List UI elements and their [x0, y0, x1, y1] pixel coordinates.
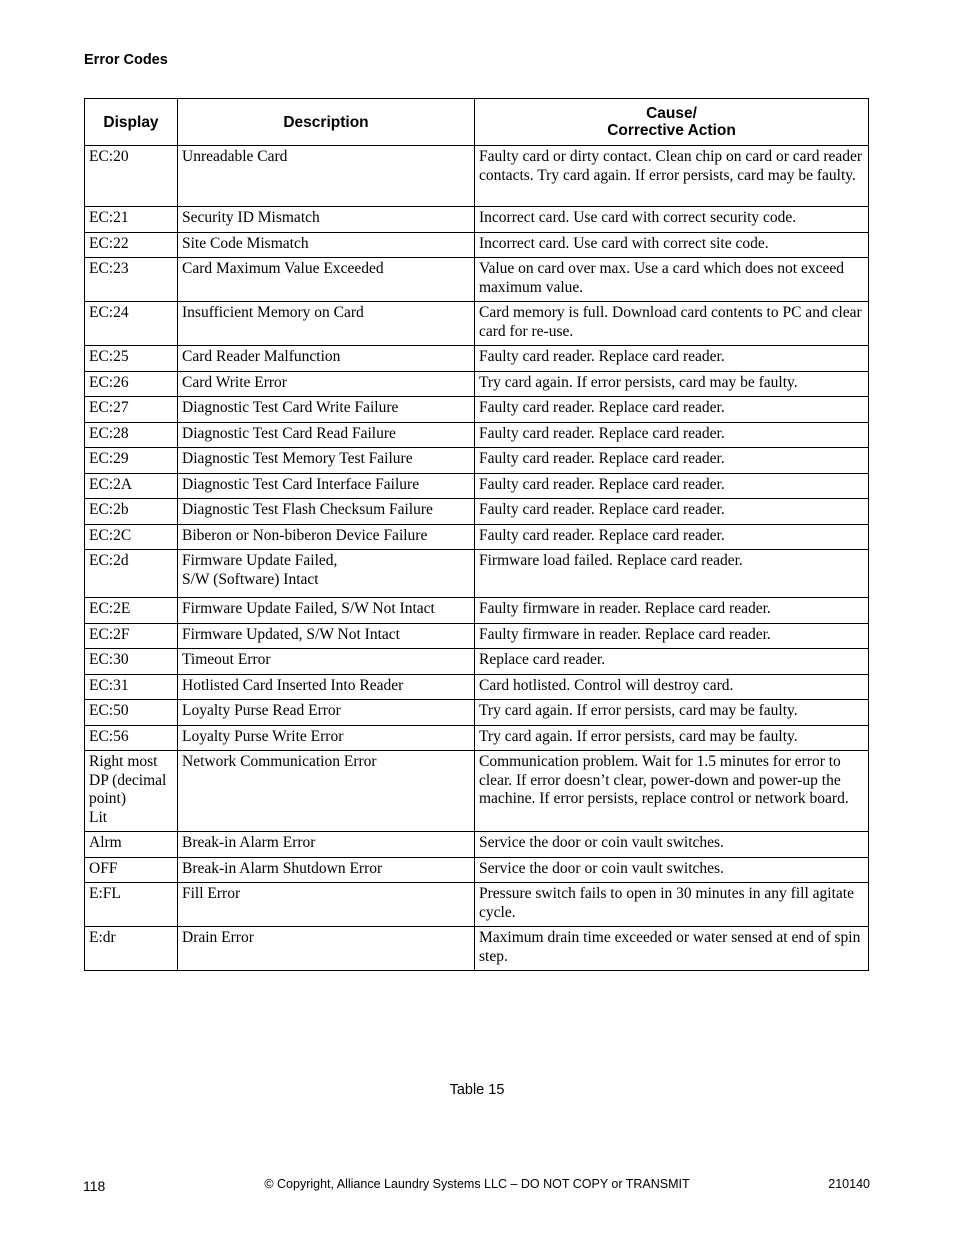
- table-row: [85, 927, 869, 971]
- display-cell: EC:31: [85, 674, 178, 700]
- description-cell: Diagnostic Test Card Read Failure: [178, 422, 475, 448]
- description-cell: Firmware Updated, S/W Not Intact: [178, 623, 475, 649]
- table-row: [85, 649, 869, 675]
- cause-cell: Faulty card reader. Replace card reader.: [475, 422, 869, 448]
- cause-cell: Faulty firmware in reader. Replace card reader.: [475, 623, 869, 649]
- description-cell: Loyalty Purse Read Error: [178, 700, 475, 726]
- description-cell: Loyalty Purse Write Error: [178, 725, 475, 751]
- display-cell: EC:28: [85, 422, 178, 448]
- cause-cell: Firmware load failed. Replace card reader.: [475, 550, 869, 598]
- description-cell: Diagnostic Test Card Interface Failure: [178, 473, 475, 499]
- cause-cell: Faulty card reader. Replace card reader.: [475, 524, 869, 550]
- copyright-notice: © Copyright, Alliance Laundry Systems LLC – DO NOT COPY or TRANSMIT: [264, 1177, 690, 1191]
- description-cell: Biberon or Non-biberon Device Failure: [178, 524, 475, 550]
- display-cell: EC:2F: [85, 623, 178, 649]
- table-row: [85, 550, 869, 598]
- column-header-description: Description: [178, 99, 475, 146]
- description-cell: Diagnostic Test Card Write Failure: [178, 397, 475, 423]
- description-cell: Unreadable Card: [178, 146, 475, 207]
- description-cell: Firmware Update Failed, S/W (Software) Intact: [178, 550, 475, 598]
- description-cell: Break-in Alarm Shutdown Error: [178, 857, 475, 883]
- description-cell: Network Communication Error: [178, 751, 475, 832]
- cause-cell: Incorrect card. Use card with correct site code.: [475, 232, 869, 258]
- column-header-display: Display: [85, 99, 178, 146]
- table-row: [85, 674, 869, 700]
- cause-cell: Faulty card reader. Replace card reader.: [475, 346, 869, 372]
- column-header-cause: [475, 99, 869, 146]
- table-row: [85, 524, 869, 550]
- display-cell: EC:56: [85, 725, 178, 751]
- display-cell: EC:21: [85, 207, 178, 233]
- document-number: 210140: [828, 1177, 870, 1191]
- display-cell: EC:2A: [85, 473, 178, 499]
- description-cell: Insufficient Memory on Card: [178, 302, 475, 346]
- display-cell: EC:24: [85, 302, 178, 346]
- cause-cell: Faulty card reader. Replace card reader.: [475, 448, 869, 474]
- display-cell: EC:22: [85, 232, 178, 258]
- description-cell: Diagnostic Test Flash Checksum Failure: [178, 499, 475, 525]
- cause-cell: Service the door or coin vault switches.: [475, 857, 869, 883]
- cause-cell: Try card again. If error persists, card may be faulty.: [475, 725, 869, 751]
- error-codes-table: [84, 98, 869, 971]
- display-cell: Right most DP (decimal point) Lit: [85, 751, 178, 832]
- cause-cell: Card hotlisted. Control will destroy card.: [475, 674, 869, 700]
- table-row: [85, 346, 869, 372]
- table-row: [85, 725, 869, 751]
- display-cell: EC:27: [85, 397, 178, 423]
- page-number: 118: [83, 1178, 106, 1194]
- display-cell: EC:25: [85, 346, 178, 372]
- table-row: [85, 146, 869, 207]
- display-cell: EC:2d: [85, 550, 178, 598]
- display-cell: EC:30: [85, 649, 178, 675]
- table-row: [85, 751, 869, 832]
- display-cell: EC:2C: [85, 524, 178, 550]
- column-header-cause-text: Cause/ Corrective Action: [607, 105, 736, 139]
- description-cell: Timeout Error: [178, 649, 475, 675]
- cause-cell: Faulty card reader. Replace card reader.: [475, 499, 869, 525]
- display-cell: OFF: [85, 857, 178, 883]
- cause-cell: Faulty card or dirty contact. Clean chip on card or card reader contacts. Try card again. If error persists, card may be faulty.: [475, 146, 869, 207]
- display-cell: Alrm: [85, 832, 178, 858]
- description-cell: Drain Error: [178, 927, 475, 971]
- display-cell: EC:29: [85, 448, 178, 474]
- table-row: [85, 499, 869, 525]
- display-cell: E:dr: [85, 927, 178, 971]
- description-cell: Hotlisted Card Inserted Into Reader: [178, 674, 475, 700]
- cause-cell: Maximum drain time exceeded or water sensed at end of spin step.: [475, 927, 869, 971]
- description-cell: Security ID Mismatch: [178, 207, 475, 233]
- table-row: [85, 883, 869, 927]
- display-cell: EC:50: [85, 700, 178, 726]
- table-row: [85, 700, 869, 726]
- table-row: [85, 302, 869, 346]
- display-cell: EC:2E: [85, 598, 178, 624]
- display-cell: EC:26: [85, 371, 178, 397]
- table-row: [85, 448, 869, 474]
- display-cell: E:FL: [85, 883, 178, 927]
- description-cell: Card Maximum Value Exceeded: [178, 258, 475, 302]
- description-cell: Card Reader Malfunction: [178, 346, 475, 372]
- table-row: [85, 371, 869, 397]
- description-cell: Fill Error: [178, 883, 475, 927]
- description-cell: Card Write Error: [178, 371, 475, 397]
- table-row: [85, 623, 869, 649]
- display-cell: EC:20: [85, 146, 178, 207]
- table-row: [85, 473, 869, 499]
- table-row: [85, 232, 869, 258]
- table-row: [85, 258, 869, 302]
- table-row: [85, 397, 869, 423]
- description-cell: Break-in Alarm Error: [178, 832, 475, 858]
- table-row: [85, 857, 869, 883]
- cause-cell: Service the door or coin vault switches.: [475, 832, 869, 858]
- cause-cell: Communication problem. Wait for 1.5 minutes for error to clear. If error doesn’t clear, power-down and power-up the machine. If error persists, replace control or network board.: [475, 751, 869, 832]
- cause-cell: Value on card over max. Use a card which does not exceed maximum value.: [475, 258, 869, 302]
- cause-cell: Faulty firmware in reader. Replace card reader.: [475, 598, 869, 624]
- display-cell: EC:2b: [85, 499, 178, 525]
- cause-cell: Card memory is full. Download card contents to PC and clear card for re-use.: [475, 302, 869, 346]
- display-cell: EC:23: [85, 258, 178, 302]
- cause-cell: Try card again. If error persists, card may be faulty.: [475, 700, 869, 726]
- table-row: [85, 598, 869, 624]
- cause-cell: Incorrect card. Use card with correct security code.: [475, 207, 869, 233]
- table-row: [85, 422, 869, 448]
- table-caption: Table 15: [449, 1082, 505, 1098]
- table-row: [85, 832, 869, 858]
- description-cell: Diagnostic Test Memory Test Failure: [178, 448, 475, 474]
- cause-cell: Faulty card reader. Replace card reader.: [475, 397, 869, 423]
- cause-cell: Replace card reader.: [475, 649, 869, 675]
- description-cell: Site Code Mismatch: [178, 232, 475, 258]
- cause-cell: Faulty card reader. Replace card reader.: [475, 473, 869, 499]
- section-title: Error Codes: [84, 52, 168, 68]
- cause-cell: Pressure switch fails to open in 30 minutes in any fill agitate cycle.: [475, 883, 869, 927]
- table-header-row: [85, 99, 869, 146]
- description-cell: Firmware Update Failed, S/W Not Intact: [178, 598, 475, 624]
- cause-cell: Try card again. If error persists, card may be faulty.: [475, 371, 869, 397]
- table-row: [85, 207, 869, 233]
